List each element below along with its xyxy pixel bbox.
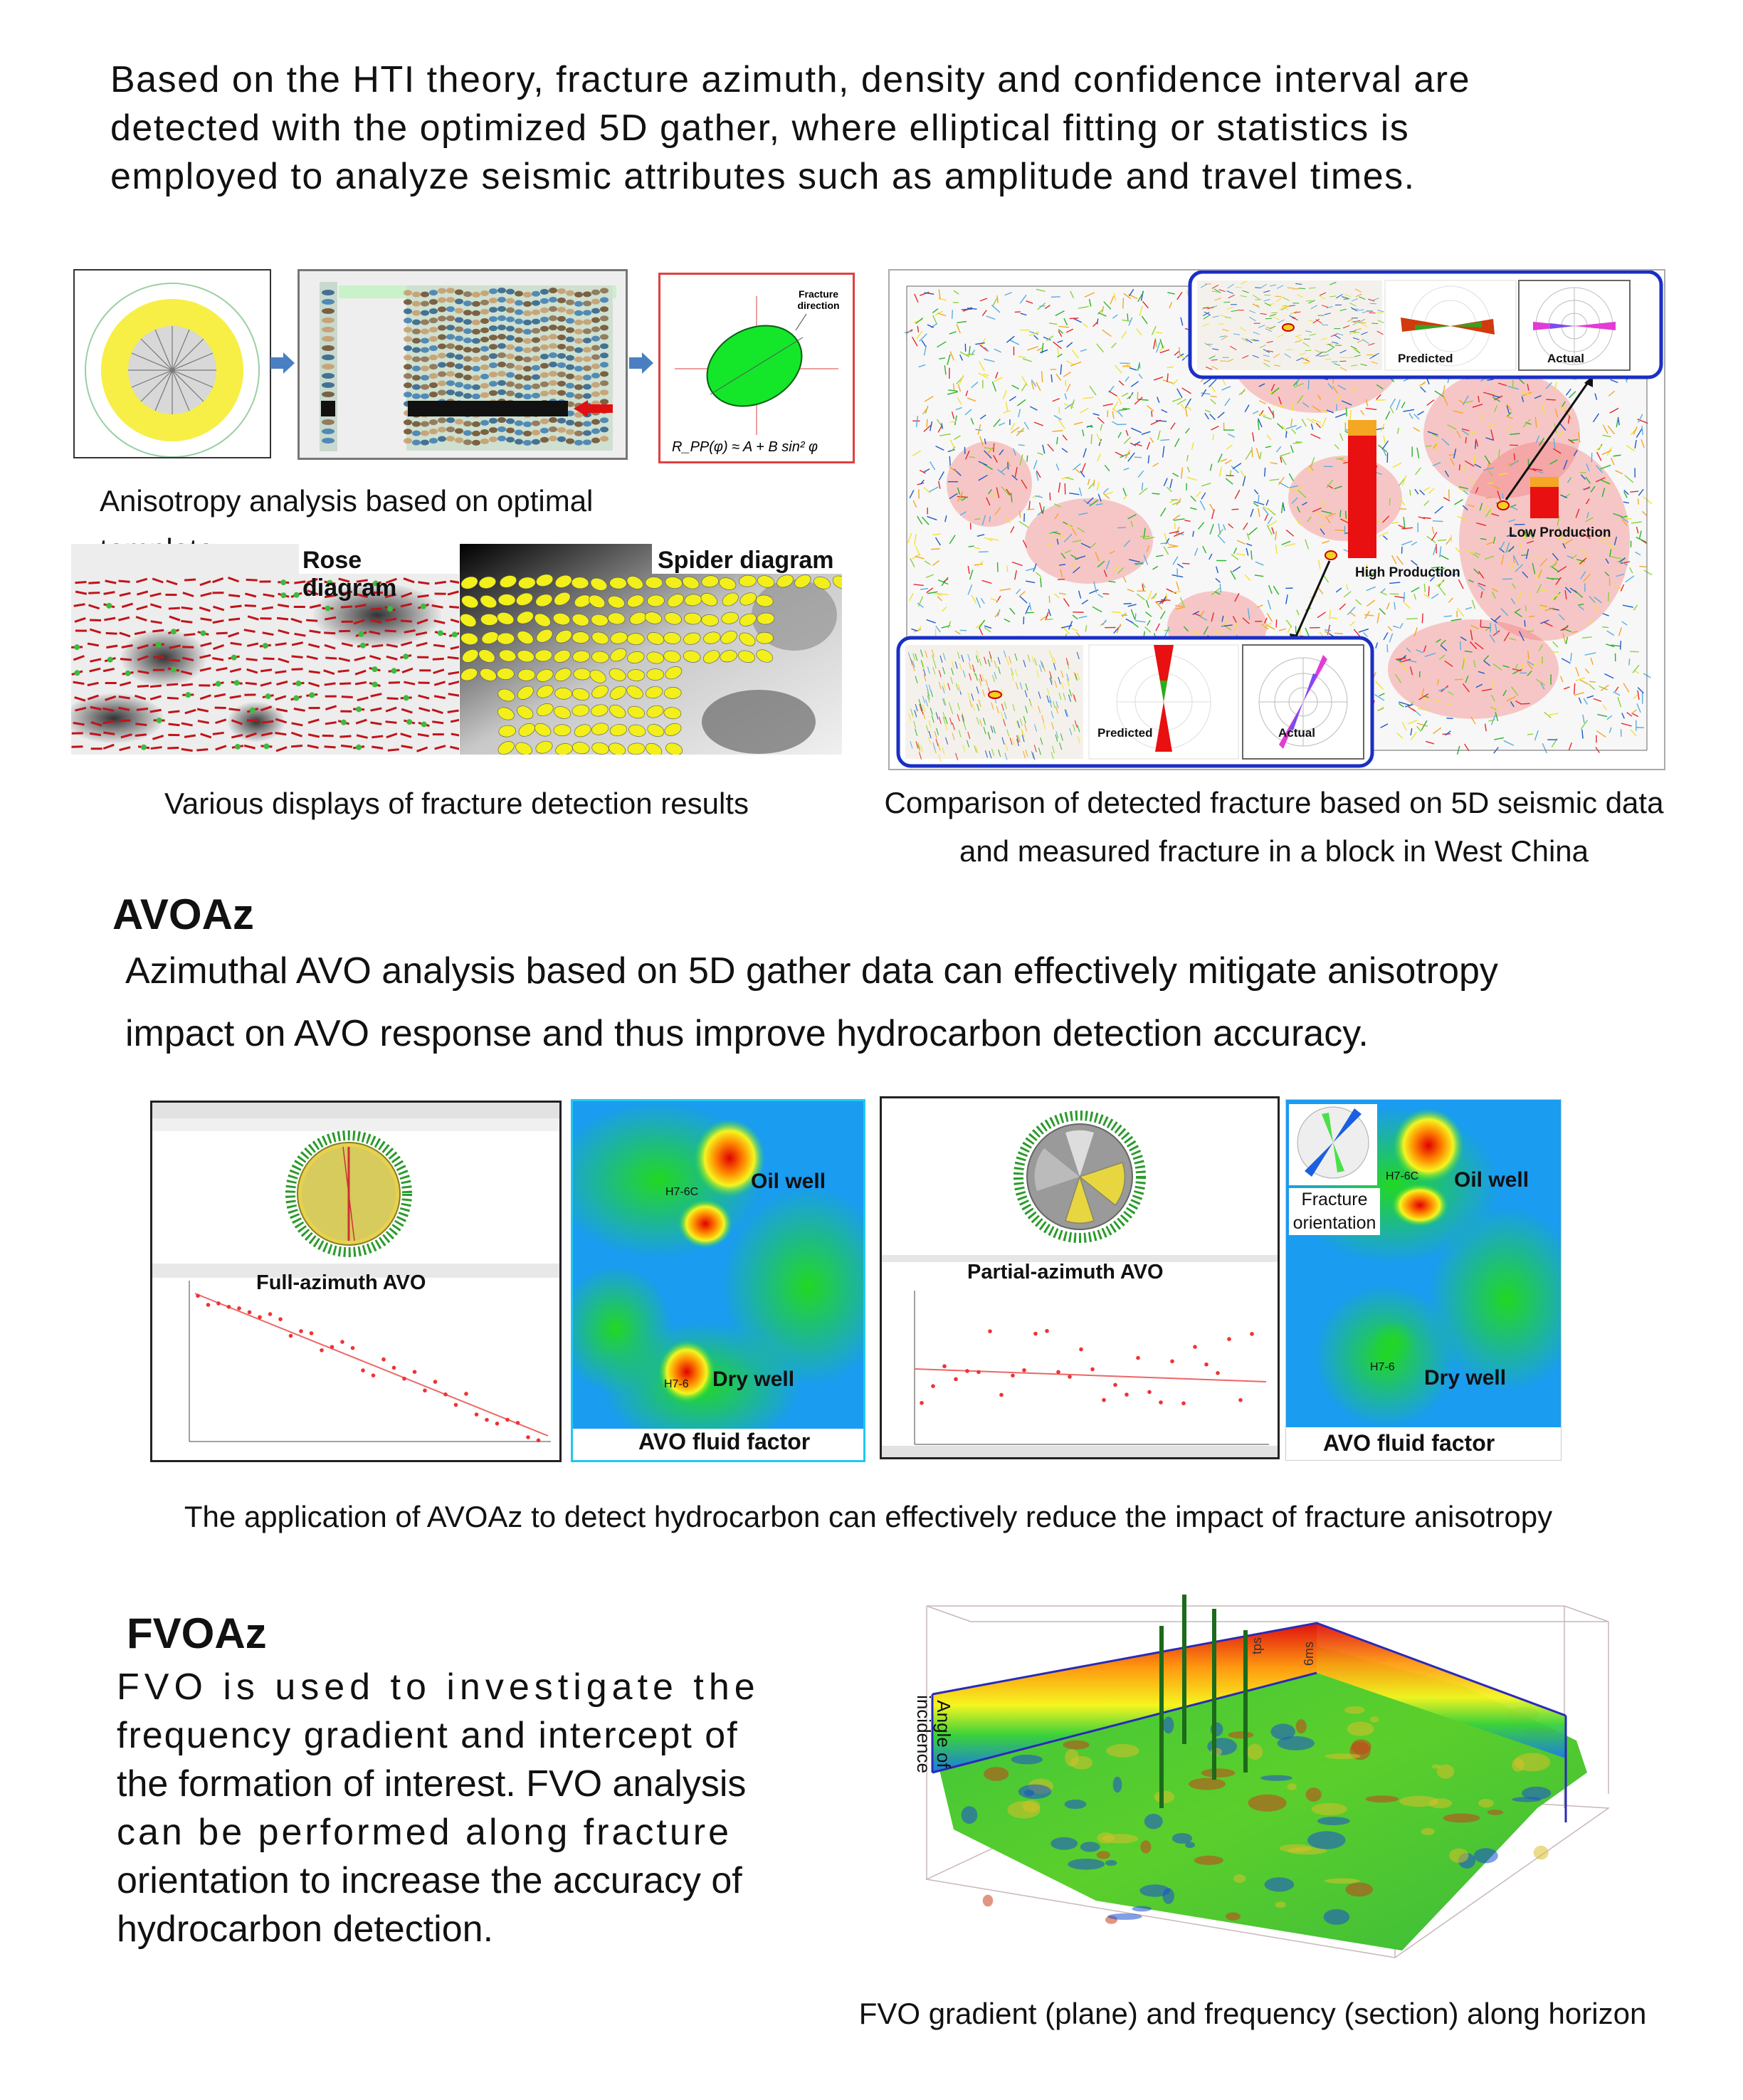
fvoaz-line: FVO is used to investigate the xyxy=(117,1666,760,1708)
actual-bottom-label: Actual xyxy=(1278,726,1315,740)
fvoaz-line: can be performed along fracture xyxy=(117,1812,732,1853)
well-code: H7-6 xyxy=(1370,1361,1395,1373)
avoaz-line: Azimuthal AVO analysis based on 5D gather data can effectively mitigate anisotropy xyxy=(125,950,1498,992)
low-production-label: Low Production xyxy=(1509,525,1611,540)
rose-diagram-label: Rose diagram xyxy=(302,547,397,602)
intro-paragraph xyxy=(110,56,1712,201)
fluid-factor-panel-right xyxy=(1285,1099,1562,1461)
intro-line: detected with the optimized 5D gather, where elliptical fitting or statistics is xyxy=(110,107,1410,149)
ellipse-panel xyxy=(658,273,855,463)
fvoaz-paragraph xyxy=(117,1663,850,1953)
fvoaz-line: hydrocarbon detection. xyxy=(117,1909,494,1950)
svg-text:6ms: 6ms xyxy=(1302,1641,1316,1666)
predicted-bottom-label: Predicted xyxy=(1097,726,1153,740)
fracture-direction-label: Fracture xyxy=(798,288,839,300)
arrow-right-icon xyxy=(629,352,653,374)
rose-diagram-panel xyxy=(71,544,459,755)
angle-of-incidence-label: Angle of incidence xyxy=(913,1695,954,1773)
well-code: H7-6 xyxy=(664,1378,689,1390)
comparison-caption-line: Comparison of detected fracture based on 5D seismic data xyxy=(884,786,1664,819)
avoaz-paragraph xyxy=(125,940,1727,1065)
dry-well-label: Dry well xyxy=(712,1367,795,1391)
full-azimuth-panel xyxy=(150,1101,562,1462)
well-code: H7-6C xyxy=(665,1186,699,1198)
fracture-orientation-label: Fracture orientation xyxy=(1289,1188,1380,1235)
gather-panel xyxy=(297,269,628,460)
svg-text:tps: tps xyxy=(1250,1637,1264,1654)
predicted-top-label: Predicted xyxy=(1398,352,1453,365)
fvoaz-line: orientation to increase the accuracy of xyxy=(117,1860,742,1901)
anisotropy-caption: Anisotropy analysis based on optimal xyxy=(100,484,594,518)
formula: R_PP(φ) ≈ A + B sin² φ xyxy=(672,439,818,455)
fvoaz-caption: FVO gradient (plane) and frequency (section) along horizon xyxy=(858,1997,1647,2030)
dry-well-label: Dry well xyxy=(1424,1366,1507,1390)
intro-line: employed to analyze seismic attributes such as amplitude and travel times. xyxy=(110,156,1416,197)
actual-top-label: Actual xyxy=(1547,352,1584,365)
full-azimuth-label: Full-azimuth AVO xyxy=(256,1271,426,1294)
displays-caption: Various displays of fracture detection results xyxy=(164,787,749,820)
svg-text:direction: direction xyxy=(797,300,840,311)
comparison-caption xyxy=(854,779,1694,876)
fvo-3d-panel xyxy=(911,1595,1630,1972)
spider-diagram-panel xyxy=(460,544,842,755)
template-panel xyxy=(73,269,271,458)
fvoaz-line: frequency gradient and intercept of xyxy=(117,1715,739,1756)
fluid-factor-label: AVO fluid factor xyxy=(1323,1430,1495,1456)
comparison-caption-line: and measured fracture in a block in West China xyxy=(959,834,1589,868)
fvoaz-heading: FVOAz xyxy=(127,1610,267,1657)
oil-well-label: Oil well xyxy=(751,1170,826,1193)
fvoaz-line: the formation of interest. FVO analysis xyxy=(117,1763,747,1805)
avoaz-heading: AVOAz xyxy=(112,891,254,938)
fracture-map-panel xyxy=(888,269,1665,770)
fluid-factor-panel-left xyxy=(571,1099,865,1462)
well-code: H7-6C xyxy=(1386,1170,1419,1182)
high-production-label: High Production xyxy=(1355,565,1460,580)
intro-line: Based on the HTI theory, fracture azimuth, density and confidence interval are xyxy=(110,59,1470,100)
fluid-factor-label: AVO fluid factor xyxy=(638,1429,811,1454)
arrow-right-icon xyxy=(270,352,295,374)
avoaz-line: impact on AVO response and thus improve hydrocarbon detection accuracy. xyxy=(125,1013,1369,1054)
avoaz-caption: The application of AVOAz to detect hydrocarbon can effectively reduce the impact of fracture anisotropy xyxy=(184,1500,1553,1533)
partial-azimuth-panel xyxy=(880,1096,1280,1459)
spider-diagram-label: Spider diagram xyxy=(658,547,834,574)
partial-azimuth-label: Partial-azimuth AVO xyxy=(967,1261,1164,1283)
oil-well-label: Oil well xyxy=(1454,1168,1529,1192)
